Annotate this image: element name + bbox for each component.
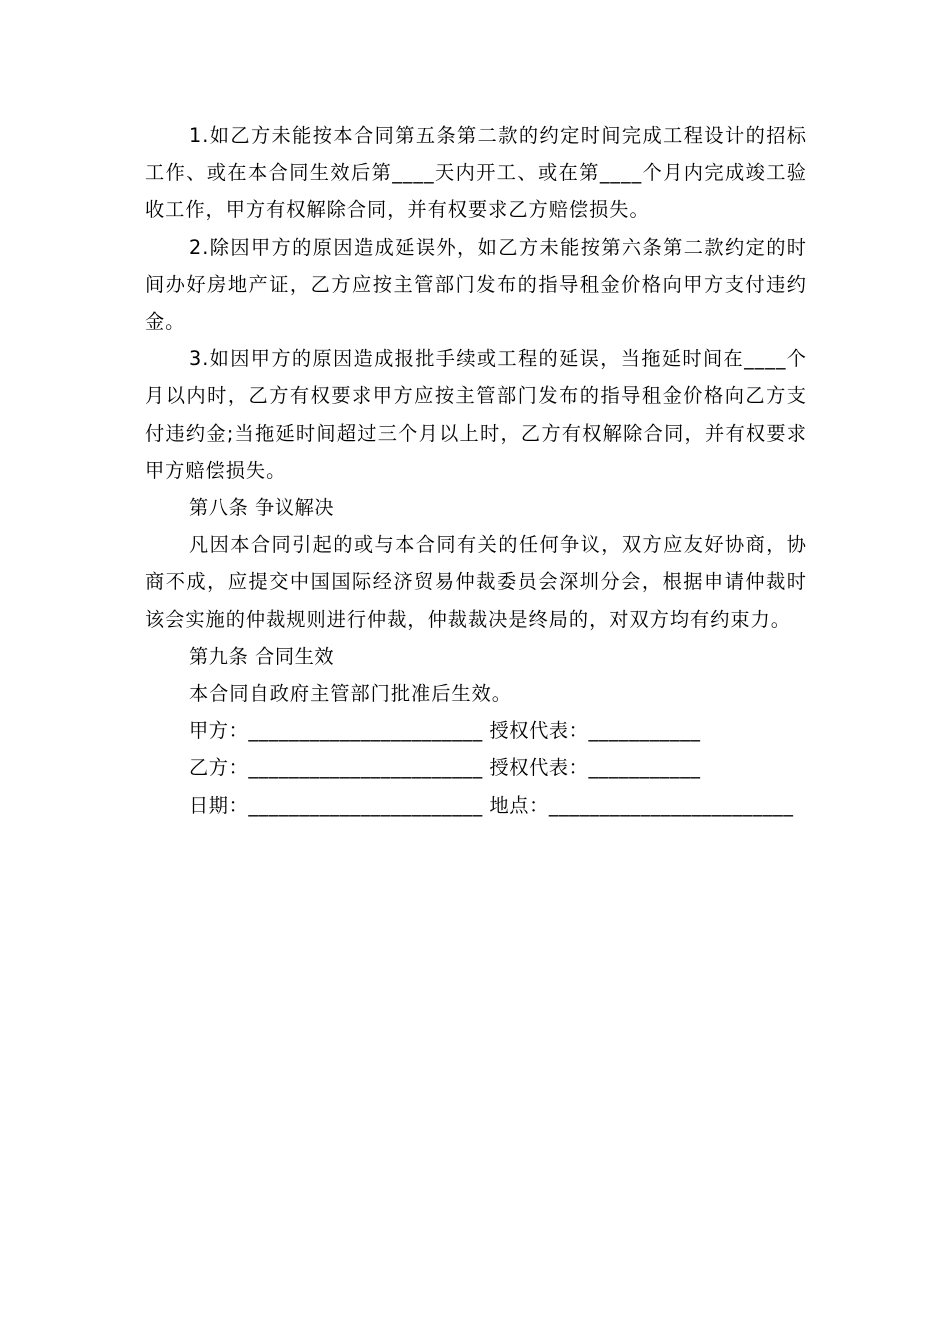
document-body [145, 117, 807, 824]
article-8-heading: 第八条 争议解决 [189, 496, 335, 520]
clause-7-item-2: 2.除因甲方的原因造成延误外，如乙方未能按第六条第二款约定的时间办好房地产证，乙方应按主管部门发布的指导租金价格向甲方支付违约金。 [145, 235, 807, 334]
clause-7-item-1: 1.如乙方未能按本合同第五条第二款的约定时间完成工程设计的招标工作、或在本合同生效后第____天内开工、或在第____个月内完成竣工验收工作，甲方有权解除合同，并有权要求乙方赔偿损失。 [145, 124, 807, 222]
clause-7-item-3: 3.如因甲方的原因造成报批手续或工程的延误，当拖延时间在____个月以内时，乙方有权要求甲方应按主管部门发布的指导租金价格向乙方支付违约金;当拖延时间超过三个月以上时，乙方有权解除合同，并有权要求甲方赔偿损失。 [145, 347, 807, 482]
signature-date-place: 日期：_______________________ 地点：________________________ [189, 793, 794, 817]
article-9-text: 本合同自政府主管部门批准后生效。 [189, 682, 512, 706]
article-8-text: 凡因本合同引起的或与本合同有关的任何争议，双方应友好协商，协商不成，应提交中国国际经济贸易仲裁委员会深圳分会，根据申请仲裁时该会实施的仲裁规则进行仲裁，仲裁裁决是终局的，对双方均有约束力。 [145, 533, 807, 631]
article-9-heading: 第九条 合同生效 [189, 644, 335, 668]
signature-party-b: 乙方：_______________________ 授权代表：___________ [189, 756, 701, 780]
signature-party-a: 甲方：_______________________ 授权代表：___________ [189, 719, 701, 743]
